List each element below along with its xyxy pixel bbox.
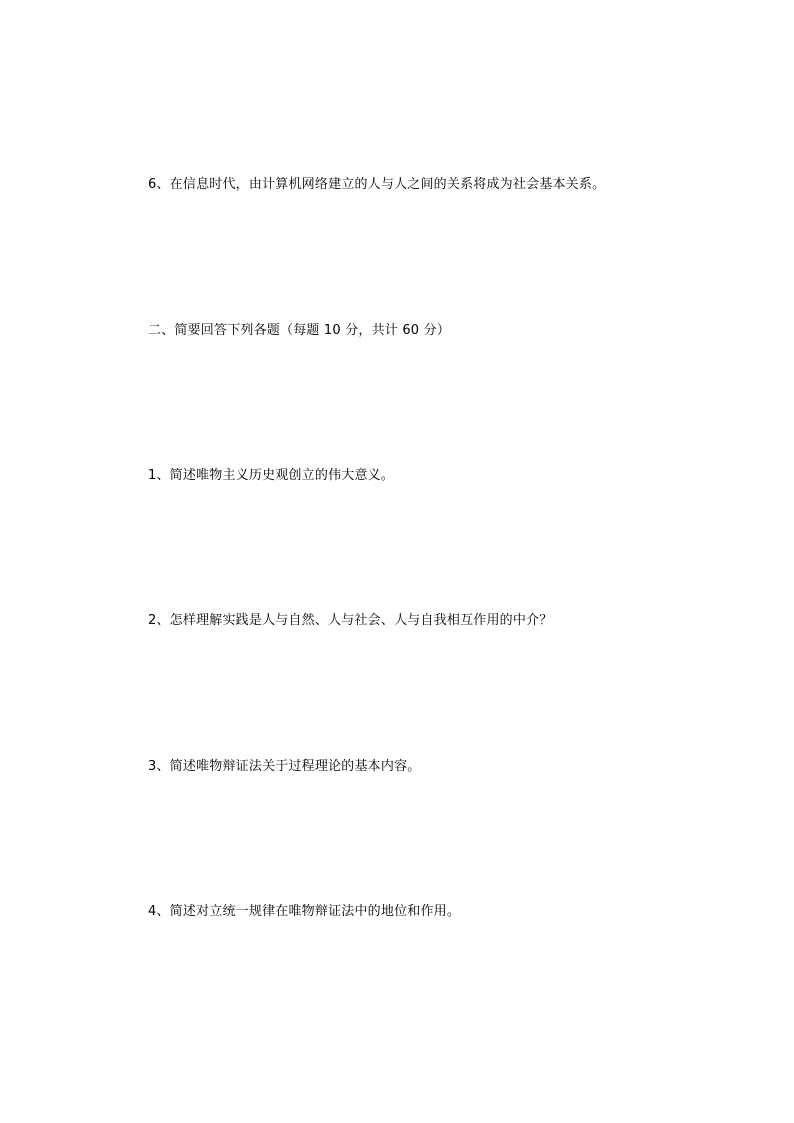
question-3: 3、简述唯物辩证法关于过程理论的基本内容。 [148, 759, 421, 774]
question-2: 2、怎样理解实践是人与自然、人与社会、人与自我相互作用的中介？ [148, 613, 553, 628]
section-heading-short-answer: 二、简要回答下列各题（每题 10 分，共计 60 分） [148, 323, 451, 338]
question-4: 4、简述对立统一规律在唯物辩证法中的地位和作用。 [148, 904, 461, 919]
question-1: 1、简述唯物主义历史观创立的伟大意义。 [148, 468, 395, 483]
statement-6: 6、在信息时代，由计算机网络建立的人与人之间的关系将成为社会基本关系。 [148, 177, 606, 192]
